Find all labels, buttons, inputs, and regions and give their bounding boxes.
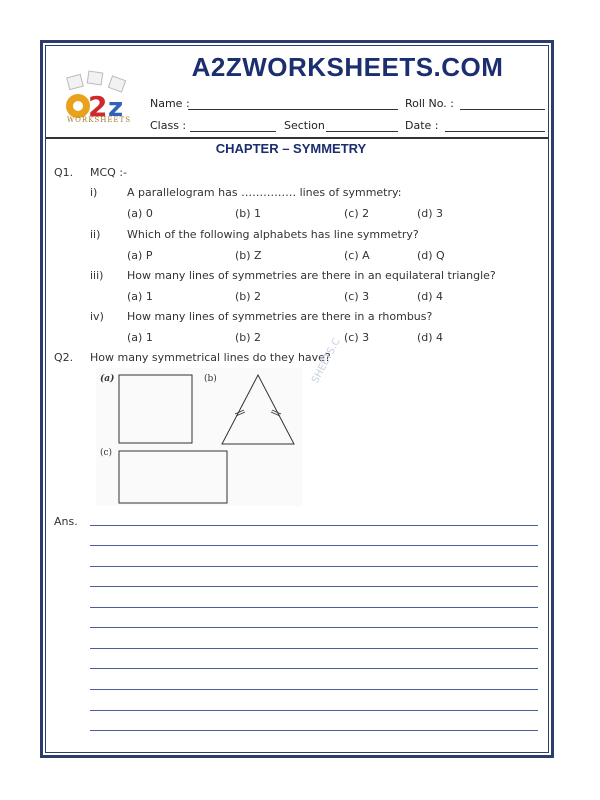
- watermark: SHEETS.C: [310, 336, 343, 386]
- q1-item-number: iv): [90, 310, 104, 323]
- option-d[interactable]: (d) 4: [417, 331, 444, 344]
- answer-line[interactable]: [90, 545, 538, 546]
- q1-item-text: How many lines of symmetries are there in an equilateral triangle?: [127, 269, 496, 282]
- option-a[interactable]: (a) P: [127, 249, 153, 262]
- q1-item-number: ii): [90, 228, 101, 241]
- name-field[interactable]: [188, 109, 398, 110]
- answer-line[interactable]: [90, 710, 538, 711]
- option-c[interactable]: (c) 2: [344, 207, 370, 220]
- option-b[interactable]: (b) 2: [235, 290, 262, 303]
- svg-text:2: 2: [88, 90, 108, 123]
- answer-line[interactable]: [90, 689, 538, 690]
- answer-line[interactable]: [90, 566, 538, 567]
- q1-item-text: How many lines of symmetries are there in a rhombus?: [127, 310, 433, 323]
- q2-text: How many symmetrical lines do they have?: [90, 351, 331, 364]
- roll-label: Roll No. :: [405, 97, 454, 110]
- section-label: Section: [284, 119, 325, 132]
- q1-number: Q1.: [54, 166, 74, 179]
- q1-title: MCQ :-: [90, 166, 128, 179]
- answer-line[interactable]: [90, 525, 538, 526]
- name-label: Name :: [150, 97, 190, 110]
- rectangle-shape: [119, 451, 227, 503]
- figure-label-a: (a): [100, 374, 115, 384]
- option-d[interactable]: (d) 3: [417, 207, 444, 220]
- answer-label: Ans.: [54, 515, 78, 528]
- figure-label-c: (c): [100, 448, 113, 458]
- class-field[interactable]: [190, 131, 276, 132]
- answer-line[interactable]: [90, 730, 538, 731]
- figure-label-b: (b): [204, 374, 217, 384]
- option-b[interactable]: (b) 2: [235, 331, 262, 344]
- answer-line[interactable]: [90, 607, 538, 608]
- square-shape: [119, 375, 192, 443]
- option-d[interactable]: (d) Q: [417, 249, 445, 262]
- option-c[interactable]: (c) 3: [344, 331, 370, 344]
- answer-line[interactable]: [90, 627, 538, 628]
- option-c[interactable]: (c) 3: [344, 290, 370, 303]
- option-b[interactable]: (b) 1: [235, 207, 262, 220]
- chapter-title: CHAPTER – SYMMETRY: [215, 141, 367, 156]
- class-label: Class :: [150, 119, 187, 132]
- option-b[interactable]: (b) Z: [235, 249, 262, 262]
- section-field[interactable]: [326, 131, 398, 132]
- q1-item-text: Which of the following alphabets has line symmetry?: [127, 228, 419, 241]
- logo-subtext: WORKSHEETS: [66, 116, 132, 124]
- triangle-shape: [222, 375, 294, 444]
- q1-item-number: iii): [90, 269, 104, 282]
- roll-field[interactable]: [460, 109, 545, 110]
- answer-line[interactable]: [90, 648, 538, 649]
- header-divider: [46, 137, 548, 139]
- q1-item-number: i): [90, 186, 98, 199]
- symmetry-figures: [96, 368, 302, 506]
- q2-number: Q2.: [54, 351, 74, 364]
- option-c[interactable]: (c) A: [344, 249, 370, 262]
- option-a[interactable]: (a) 1: [127, 331, 153, 344]
- site-title: A2ZWORKSHEETS.COM: [191, 52, 504, 82]
- answer-line[interactable]: [90, 668, 538, 669]
- option-a[interactable]: (a) 1: [127, 290, 153, 303]
- svg-text:z: z: [108, 93, 124, 123]
- q1-item-text: A parallelogram has …………… lines of symmetry:: [127, 186, 402, 199]
- date-label: Date :: [405, 119, 439, 132]
- option-a[interactable]: (a) 0: [127, 207, 153, 220]
- option-d[interactable]: (d) 4: [417, 290, 444, 303]
- answer-line[interactable]: [90, 586, 538, 587]
- date-field[interactable]: [445, 131, 545, 132]
